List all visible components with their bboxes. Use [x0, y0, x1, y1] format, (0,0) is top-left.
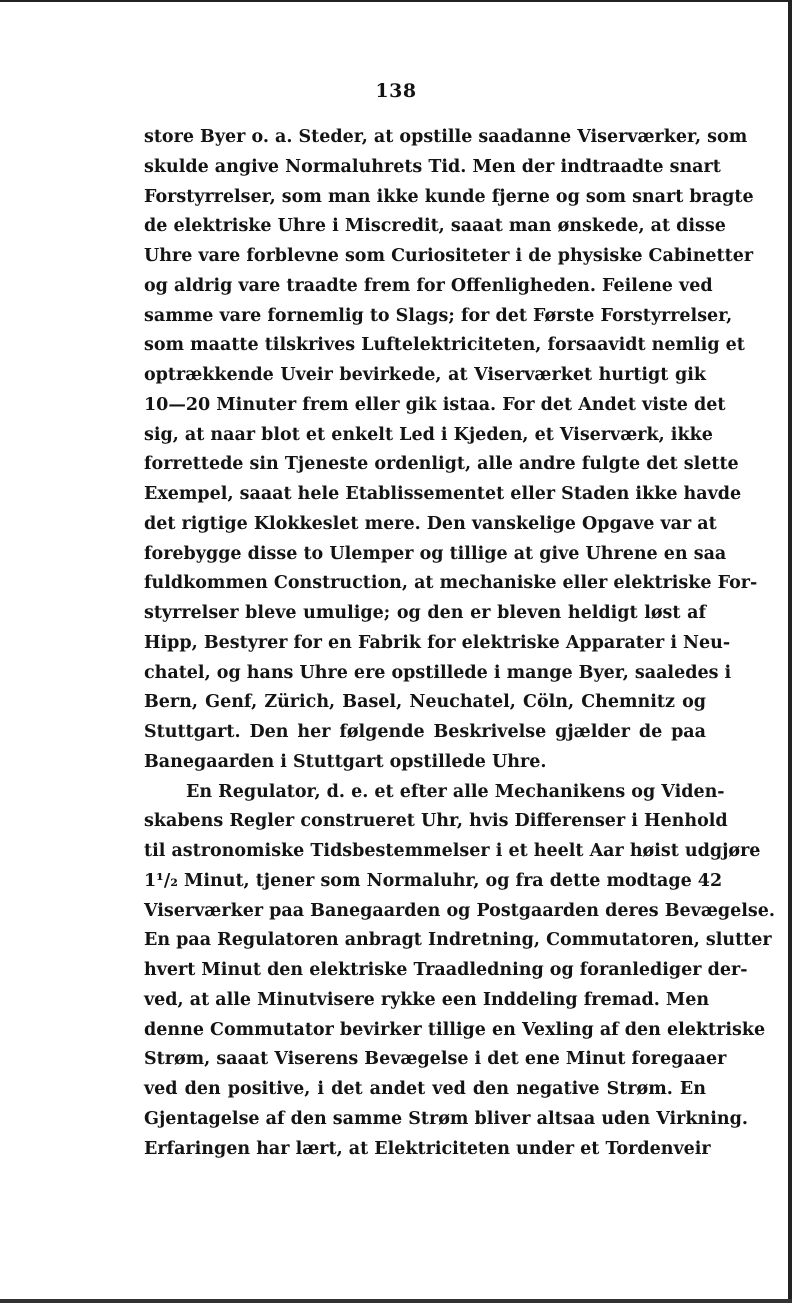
text-line: skabens Regler construeret Uhr, hvis Differenser i Henhold: [144, 811, 728, 832]
page-number: 138: [375, 80, 417, 102]
text-line: til astronomiske Tidsbestemmelser i et heelt Aar høist udgjøre: [144, 841, 761, 861]
text-line: det rigtige Klokkeslet mere. Den vanskelige Opgave var at: [144, 513, 717, 534]
scan-edge-bottom: [0, 1299, 792, 1303]
text-line: forrettede sin Tjeneste ordenligt, alle andre fulgte det slette: [144, 454, 739, 475]
text-line: denne Commutator bevirker tillige en Vexling af den elektriske: [144, 1019, 766, 1040]
text-line: og aldrig vare traadte frem for Offenligheden. Feilene ved: [144, 275, 713, 296]
text-line: Banegaarden i Stuttgart opstillede Uhre.: [144, 751, 547, 772]
text-line: Stuttgart. Den her følgende Beskrivelse gjælder de paa: [144, 722, 706, 742]
text-line: chatel, og hans Uhre ere opstillede i mange Byer, saaledes i: [144, 662, 732, 683]
text-line: Bern, Genf, Zürich, Basel, Neuchatel, Cöln, Chemnitz og: [144, 692, 706, 713]
text-line: En Regulator, d. e. et efter alle Mechanikens og Viden-: [186, 781, 725, 802]
scan-edge-top: [0, 0, 792, 2]
text-line: styrrelser bleve umulige; og den er bleven heldigt løst af: [144, 603, 706, 623]
text-line: 1¹/₂ Minut, tjener som Normaluhr, og fra dette modtage 42: [144, 870, 723, 891]
text-line: 10—20 Minuter frem eller gik istaa. For det Andet viste det: [144, 394, 726, 415]
text-line: ved den positive, i det andet ved den negative Strøm. En: [144, 1079, 706, 1099]
text-line: Viserværker paa Banegaarden og Postgaarden deres Bevægelse.: [144, 900, 776, 921]
text-line: En paa Regulatoren anbragt Indretning, Commutatoren, slutter: [144, 930, 772, 951]
text-line: som maatte tilskrives Luftelektriciteten, forsaavidt nemlig et: [144, 335, 745, 356]
text-line: Hipp, Bestyrer for en Fabrik for elektriske Apparater i Neu-: [144, 632, 731, 653]
paragraph-1: [144, 123, 758, 778]
text-line: store Byer o. a. Steder, at opstille saadanne Viserværker, som: [144, 127, 748, 147]
text-line: de elektriske Uhre i Miscredit, saaat man ønskede, at disse: [144, 216, 726, 237]
text-line: Forstyrrelser, som man ikke kunde fjerne og som snart bragte: [144, 186, 754, 207]
text-line: optrækkende Uveir bevirkede, at Viserværket hurtigt gik: [144, 365, 706, 385]
text-line: Erfaringen har lært, at Elektriciteten under et Tordenveir: [144, 1138, 711, 1159]
paragraph-2: [144, 778, 776, 1165]
text-line: skulde angive Normaluhrets Tid. Men der indtraadte snart: [144, 156, 721, 177]
scan-edge-right: [788, 0, 792, 1303]
text-line: Uhre vare forblevne som Curiositeter i de physiske Cabinetter: [144, 246, 754, 266]
text-line: Exempel, saaat hele Etablissementet eller Staden ikke havde: [144, 484, 742, 504]
text-line: samme vare fornemlig to Slags; for det Første Forstyrrelser,: [144, 305, 733, 326]
text-line: hvert Minut den elektriske Traadledning og foranlediger der-: [144, 960, 748, 980]
text-line: ved, at alle Minutvisere rykke een Inddeling fremad. Men: [144, 989, 710, 1010]
text-line: fuldkommen Construction, at mechaniske eller elektriske For-: [144, 573, 758, 594]
body-text: [144, 123, 776, 1164]
text-line: Strøm, saaat Viserens Bevægelse i det ene Minut foregaaer: [144, 1049, 727, 1070]
text-line: sig, at naar blot et enkelt Led i Kjeden, et Viserværk, ikke: [144, 424, 713, 445]
text-line: forebygge disse to Ulemper og tillige at give Uhrene en saa: [144, 543, 727, 564]
text-line: Gjentagelse af den samme Strøm bliver altsaa uden Virkning.: [144, 1108, 748, 1129]
